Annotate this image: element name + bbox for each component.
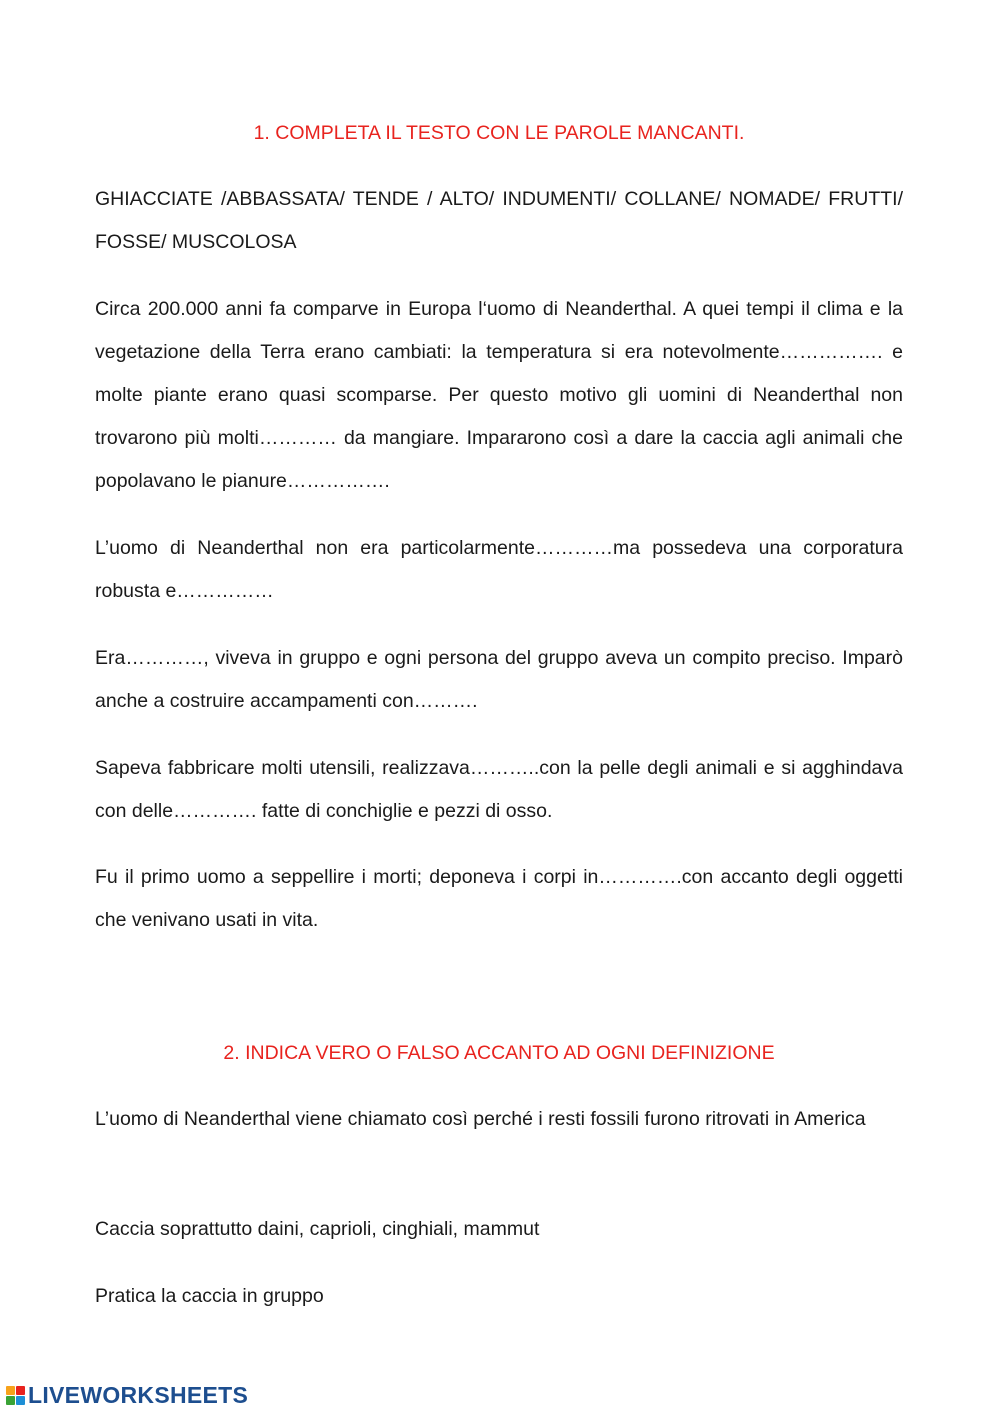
logo-block <box>6 1396 15 1405</box>
true-false-statement-2: Caccia soprattutto daini, caprioli, cinghiali, mammut <box>95 1218 540 1240</box>
logo-block <box>16 1396 25 1405</box>
section2-heading: 2. INDICA VERO O FALSO ACCANTO AD OGNI DEFINIZIONE <box>223 1042 775 1064</box>
fill-paragraph-2: L’uomo di Neanderthal non era particolarmente…………ma possedeva una corporatura robusta e…………… <box>95 537 903 602</box>
logo-block <box>16 1386 25 1395</box>
true-false-statement-3: Pratica la caccia in gruppo <box>95 1285 324 1307</box>
logo-text: LIVEWORKSHEETS <box>28 1381 249 1408</box>
liveworksheets-logo[interactable] <box>6 1380 248 1410</box>
true-false-statement-1: L’uomo di Neanderthal viene chiamato così perché i resti fossili furono ritrovati in America <box>95 1108 866 1130</box>
fill-paragraph-5: Fu il primo uomo a seppellire i morti; deponeva i corpi in………….con accanto degli oggetti che venivano usati in vita. <box>95 866 903 931</box>
logo-blocks-icon <box>6 1386 25 1405</box>
word-bank: GHIACCIATE /ABBASSATA/ TENDE / ALTO/ INDUMENTI/ COLLANE/ NOMADE/ FRUTTI/ FOSSE/ MUSCOLOSA <box>95 188 903 253</box>
section1-heading: 1. COMPLETA IL TESTO CON LE PAROLE MANCANTI. <box>253 122 745 144</box>
fill-paragraph-4: Sapeva fabbricare molti utensili, realizzava………..con la pelle degli animali e si agghindava con delle…………. fatte di conchiglie e pezzi di osso. <box>95 757 903 822</box>
fill-paragraph-3: Era…………, viveva in gruppo e ogni persona del gruppo aveva un compito preciso. Imparò anche a costruire accampamenti con………. <box>95 647 903 712</box>
logo-block <box>6 1386 15 1395</box>
fill-paragraph-1: Circa 200.000 anni fa comparve in Europa l‘uomo di Neanderthal. A quei tempi il clima e la vegetazione della Terra erano cambiati: la temperatura si era notevolmente……………. e molte piante erano quasi scomparse. Per questo motivo gli uomini di Neanderthal non trovarono più molti………… da mangiare. Impararono così a dare la caccia agli animali che popolavano le pianure……………. <box>95 298 903 492</box>
